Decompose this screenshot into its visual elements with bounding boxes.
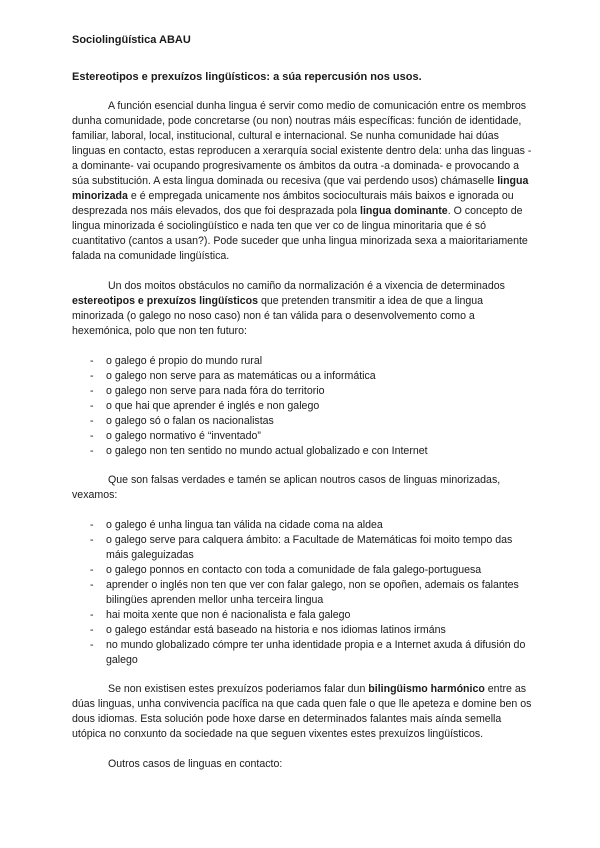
list-item: - aprender o inglés non ten que ver con falar galego, non se opoñen, ademais os falantes bilingües aprenden mellor unha terceira lingua: [90, 579, 519, 606]
paragraph-1-text-a: A función esencial dunha lingua é servir como medio de comunicación entre os membros dunha comunidade, pode concretarse (ou non) noutras máis específicas: función de identidade, familiar, laboral, local, institucional, cultural e internacional. Se nunha comunidade hai dúas linguas en contacto, estas reproducen a xerarquía social existente dentro dela: unha das linguas -a dominante- vai ocupando progresivamente os ámbitos da outra -a dominada- e provocando a súa substitución. A esta lingua dominada ou recesiva (que vai perdendo usos) chámaselle: [72, 100, 532, 187]
list-item: - o galego só o falan os nacionalistas: [90, 415, 274, 427]
paragraph-1: [72, 99, 534, 264]
list-item: - o galego normativo é “inventado”: [90, 430, 261, 442]
paragraph-4: [72, 682, 534, 742]
paragraph-2-text-a: Un dos moitos obstáculos no camiño da normalización é a vixencia de determinados: [108, 280, 505, 292]
term-bilinguismo-harmonico: bilingüismo harmónico: [368, 683, 485, 695]
list-marker: -: [90, 519, 94, 531]
paragraph-1-text-c: e é empregada unicamente nos ámbitos socioculturais máis baixos e ignorada ou desprezada nos máis elevados, dos que foi desprazada pola: [72, 190, 514, 217]
list-marker: -: [90, 639, 94, 651]
paragraph-2: [72, 279, 534, 339]
term-lingua-dominante: lingua dominante: [360, 205, 448, 217]
list-item: - o galego estándar está baseado na historia e nos idiomas latinos irmáns: [90, 624, 446, 636]
list-marker: -: [90, 445, 94, 457]
list-marker: -: [90, 430, 94, 442]
list-item: - o que hai que aprender é inglés e non galego: [90, 400, 320, 412]
list-marker: -: [90, 609, 94, 621]
section-title: Estereotipos e prexuízos lingüísticos: a súa repercusión nos usos.: [72, 71, 422, 83]
paragraph-5: Outros casos de linguas en contacto:: [108, 758, 283, 770]
list-item: - o galego non ten sentido no mundo actual globalizado e con Internet: [90, 445, 428, 457]
stereotypes-list: [72, 354, 534, 459]
list-marker: -: [90, 370, 94, 382]
paragraph-4-text-a: Se non existisen estes prexuízos poderiamos falar dun: [108, 683, 369, 695]
list-marker: -: [90, 579, 94, 591]
term-lingua-minorizada: lingua minorizada: [72, 175, 529, 202]
list-item: - o galego ponnos en contacto con toda a comunidade de fala galego-portuguesa: [90, 564, 482, 576]
term-estereotipos: estereotipos e prexuízos lingüísticos: [72, 295, 259, 307]
list-item: - o galego non serve para as matemáticas ou a informática: [90, 370, 376, 382]
list-item: - no mundo globalizado cómpre ter unha identidade propia e a Internet axuda á difusión do galego: [90, 639, 526, 666]
list-item: - hai moita xente que non é nacionalista e fala galego: [90, 609, 351, 621]
list-marker: -: [90, 400, 94, 412]
list-marker: -: [90, 624, 94, 636]
paragraph-3: Que son falsas verdades e tamén se aplican noutros casos de linguas minorizadas, vexamos:: [72, 474, 501, 501]
list-item: - o galego non serve para nada fóra do territorio: [90, 385, 325, 397]
list-marker: -: [90, 385, 94, 397]
list-marker: -: [90, 564, 94, 576]
list-marker: -: [90, 534, 94, 546]
list-marker: -: [90, 355, 94, 367]
list-item: - o galego é unha lingua tan válida na cidade coma na aldea: [90, 519, 383, 531]
list-item: - o galego é propio do mundo rural: [90, 355, 263, 367]
document-title: Sociolingüística ABAU: [72, 34, 191, 46]
paragraph-2-text-c: que pretenden transmitir a idea de que a lingua minorizada (o galego no noso caso) non é tan válida para o desenvolvemento como a hexemónica, polo que non ten futuro:: [72, 295, 484, 337]
list-item: - o galego serve para calquera ámbito: a Facultade de Matemáticas foi moito tempo das máis galeguizadas: [90, 534, 513, 561]
list-marker: -: [90, 415, 94, 427]
paragraph-1-text-d: . O concepto de lingua minorizada é sociolingüístico e nada ten que ver co de lingua minoritaria que é só cuantitativo (cantos a usan?). Pode suceder que unha lingua minorizada sexa a maioritariamente falada na comunidade lingüística.: [72, 205, 528, 262]
rebuttals-list: [72, 518, 534, 668]
paragraph-4-text-c: entre as dúas linguas, unha convivencia pacífica na que cada quen fale o que lle apeteza e domine ben os dous idiomas. Esta solución pode hoxe darse en determinados falantes mais aínda semella utópica no conxunto da sociedade na que seguen vixentes estes prexuízos lingüísticos.: [72, 683, 532, 740]
